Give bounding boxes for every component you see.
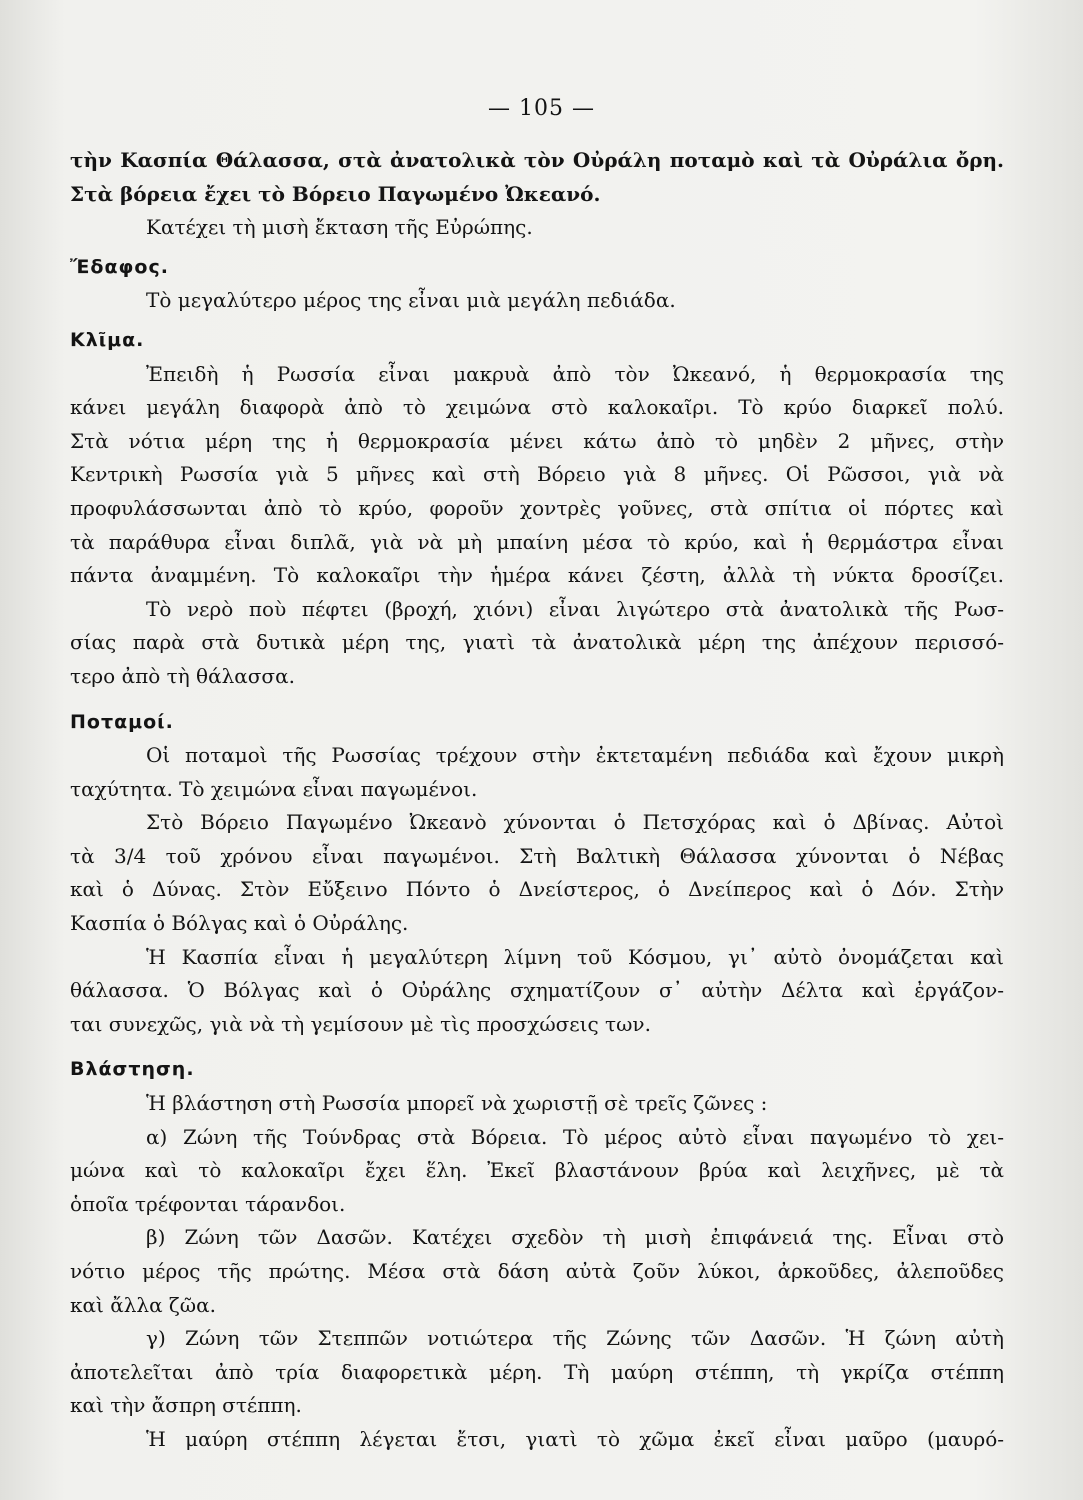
text-line: καὶ ὁ Δύνας. Στὸν Εὔξεινο Πόντο ὁ Δνείστερος, ὁ Δνείπερος καὶ ὁ Δόν. Στὴν xyxy=(70,877,1004,902)
text-line: ται συνεχῶς, γιὰ νὰ τὴ γεμίσουν μὲ τὶς προσχώσεις των. xyxy=(70,1011,651,1036)
text-line: ταχύτητα. Τὸ χειμώνα εἶναι παγωμένοι. xyxy=(70,776,478,801)
text-line: Ἐπειδὴ ἡ Ρωσσία εἶναι μακρυὰ ἀπὸ τὸν Ὠκεανό, ἡ θερμοκρασία της xyxy=(146,361,1004,386)
text-line: τερο ἀπὸ τὴ θάλασσα. xyxy=(70,663,295,688)
text-line: Τὸ μεγαλύτερο μέρος της εἶναι μιὰ μεγάλη πεδιάδα. xyxy=(146,288,676,313)
section-heading-edafos: Ἔδαφος. xyxy=(70,255,169,278)
text-line: μώνα καὶ τὸ καλοκαῖρι ἔχει ἕλη. Ἐκεῖ βλαστάνουν βρύα καὶ λειχῆνες, μὲ τὰ xyxy=(70,1158,1004,1183)
text-line: α) Ζώνη τῆς Τούνδρας στὰ Βόρεια. Τὸ μέρος αὐτὸ εἶναι παγωμένο τὸ χει- xyxy=(146,1124,1004,1149)
text-line: Κασπία ὁ Βόλγας καὶ ὁ Οὐράλης. xyxy=(70,911,409,936)
text-line: ὁποῖα τρέφονται τάρανδοι. xyxy=(70,1191,346,1216)
text-line: νότιο μέρος τῆς πρώτης. Μέσα στὰ δάση αὐτὰ ζοῦν λύκοι, ἀρκοῦδες, ἀλεποῦδες xyxy=(70,1259,1004,1283)
text-line: θάλασσα. Ὁ Βόλγας καὶ ὁ Οὐράλης σχηματίζουν σ᾿ αὐτὴν Δέλτα καὶ ἐργάζον- xyxy=(70,978,1004,1003)
text-line: ἀποτελεῖται ἀπὸ τρία διαφορετικὰ μέρη. Τὴ μαύρη στέππη, τὴ γκρίζα στέππη xyxy=(70,1359,1004,1384)
section-heading-vlastisi: Βλάστηση. xyxy=(70,1058,195,1081)
text-line: Στὰ βόρεια ἔχει τὸ Βόρειο Παγωμένο Ὠκεανό. xyxy=(70,181,601,206)
text-line: Τὸ νερὸ ποὺ πέφτει (βροχή, χιόνι) εἶναι λιγώτερο στὰ ἀνατολικὰ τῆς Ρωσ- xyxy=(146,596,1004,621)
text-line: Ἡ Κασπία εἶναι ἡ μεγαλύτερη λίμνη τοῦ Κόσμου, γι᾿ αὐτὸ ὀνομάζεται καὶ xyxy=(146,944,1004,969)
text-line: σίας παρὰ στὰ δυτικὰ μέρη της, γιατὶ τὰ ἀνατολικὰ μέρη της ἀπέχουν περισσό- xyxy=(70,630,1004,655)
section-heading-klima: Κλῖμα. xyxy=(70,328,145,351)
text-line: κάνει μεγάλη διαφορὰ ἀπὸ τὸ χειμώνα στὸ καλοκαῖρι. Τὸ κρύο διαρκεῖ πολύ. xyxy=(70,395,1004,420)
text-line: προφυλάσσωνται ἀπὸ τὸ κρύο, φοροῦν χοντρὲς γοῦνες, στὰ σπίτια οἱ πόρτες καὶ xyxy=(70,495,1004,520)
text-line: Ἡ μαύρη στέππη λέγεται ἔτσι, γιατὶ τὸ χῶμα ἐκεῖ εἶναι μαῦρο (μαυρό- xyxy=(146,1426,1004,1451)
text-line: τὰ παράθυρα εἶναι διπλᾶ, γιὰ νὰ μὴ μπαίνη μέσα τὸ κρύο, καὶ ἡ θερμάστρα εἶναι xyxy=(70,529,1004,554)
text-line: Οἱ ποταμοὶ τῆς Ρωσσίας τρέχουν στὴν ἐκτεταμένη πεδιάδα καὶ ἔχουν μικρὴ xyxy=(146,743,1004,768)
text-line: Στὰ νότια μέρη της ἡ θερμοκρασία μένει κάτω ἀπὸ τὸ μηδὲν 2 μῆνες, στὴν xyxy=(70,428,1004,453)
text-line: πάντα ἀναμμένη. Τὸ καλοκαῖρι τὴν ἡμέρα κάνει ζέστη, ἀλλὰ τὴ νύκτα δροσίζει. xyxy=(70,563,1004,588)
text-line: καὶ τὴν ἄσπρη στέππη. xyxy=(70,1393,302,1418)
text-line: Κεντρικὴ Ρωσσία γιὰ 5 μῆνες καὶ στὴ Βόρειο γιὰ 8 μῆνες. Οἱ Ρῶσσοι, γιὰ νὰ xyxy=(70,462,1004,487)
text-line: β) Ζώνη τῶν Δασῶν. Κατέχει σχεδὸν τὴ μισὴ ἐπιφάνειά της. Εἶναι στὸ xyxy=(146,1225,1004,1250)
text-line: Κατέχει τὴ μισὴ ἔκταση τῆς Εὐρώπης. xyxy=(146,215,533,240)
text-line: τὴν Κασπία Θάλασσα, στὰ ἀνατολικὰ τὸν Οὐράλη ποταμὸ καὶ τὰ Οὐράλια ὄρη. xyxy=(70,148,1004,172)
text-line: καὶ ἄλλα ζῶα. xyxy=(70,1292,216,1317)
section-heading-potamoi: Ποταμοί. xyxy=(70,710,174,733)
text-line: τὰ 3/4 τοῦ χρόνου εἶναι παγωμένοι. Στὴ Βαλτικὴ Θάλασσα χύνονται ὁ Νέβας xyxy=(70,843,1004,868)
body-text xyxy=(70,144,1004,1457)
text-line: Στὸ Βόρειο Παγωμένο Ὠκεανὸ χύνονται ὁ Πετσχόρας καὶ ὁ Δβίνας. Αὐτοὶ xyxy=(146,810,1004,835)
page-number: — 105 — xyxy=(488,96,595,121)
text-line: Ἡ βλάστηση στὴ Ρωσσία μπορεῖ νὰ χωριστῇ σὲ τρεῖς ζῶνες : xyxy=(146,1091,768,1116)
text-line: γ) Ζώνη τῶν Στεππῶν νοτιώτερα τῆς Ζώνης τῶν Δασῶν. Ἡ ζώνη αὐτὴ xyxy=(146,1326,1004,1351)
